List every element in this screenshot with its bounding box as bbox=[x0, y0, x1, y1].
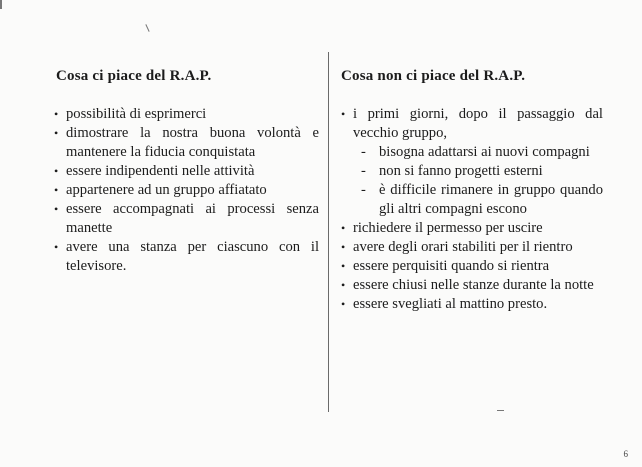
list-item: • essere chiusi nelle stanze durante la notte bbox=[341, 277, 594, 293]
list-item: • avere una stanza per ciascuno con il televisore. bbox=[54, 239, 319, 274]
bullet-icon: • bbox=[341, 297, 346, 311]
likes-list bbox=[54, 105, 319, 276]
page-number: 6 bbox=[623, 449, 628, 459]
list-item: • richiedere il permesso per uscire bbox=[341, 220, 543, 236]
dislikes-column bbox=[341, 68, 603, 314]
bullet-icon: • bbox=[54, 107, 59, 121]
scan-mark bbox=[0, 0, 2, 9]
list-item: • essere accompagnati ai processi senza manette bbox=[54, 201, 319, 236]
bullet-icon: • bbox=[54, 126, 59, 140]
list-item: • essere indipendenti nelle attività bbox=[54, 163, 255, 179]
list-item: • possibilità di esprimerci bbox=[54, 106, 207, 122]
list-item: • essere perquisiti quando si rientra bbox=[341, 258, 550, 274]
list-item: • appartenere ad un gruppo affiatato bbox=[54, 182, 267, 198]
bullet-icon: • bbox=[54, 183, 59, 197]
sub-list bbox=[353, 143, 603, 219]
bullet-icon: • bbox=[341, 107, 346, 121]
sub-list-item: - bisogna adattarsi ai nuovi compagni bbox=[361, 144, 590, 160]
bullet-icon: • bbox=[341, 259, 346, 273]
sub-list-item: - non si fanno progetti esterni bbox=[361, 163, 543, 179]
dislikes-list bbox=[341, 105, 603, 314]
list-item: • i primi giorni, dopo il passaggio dal vecchio gruppo, - bisogna adattarsi ai nuovi compagni - non si fanno progetti esterni - è difficile rimanere in gruppo quando gli altri compagni escono bbox=[341, 106, 603, 217]
scan-mark bbox=[145, 24, 149, 32]
bullet-icon: • bbox=[341, 240, 346, 254]
dash-icon: - bbox=[361, 182, 366, 198]
sub-list-item: - è difficile rimanere in gruppo quando gli altri compagni escono bbox=[361, 182, 603, 217]
list-item: • essere svegliati al mattino presto. bbox=[341, 296, 548, 312]
likes-column bbox=[54, 68, 319, 276]
dash-icon: - bbox=[361, 144, 366, 160]
dash-icon: - bbox=[361, 163, 366, 179]
bullet-icon: • bbox=[341, 221, 346, 235]
dislikes-heading: Cosa non ci piace del R.A.P. bbox=[341, 68, 526, 84]
column-divider bbox=[328, 52, 329, 412]
scan-mark bbox=[497, 410, 504, 411]
bullet-icon: • bbox=[341, 278, 346, 292]
bullet-icon: • bbox=[54, 164, 59, 178]
likes-heading: Cosa ci piace del R.A.P. bbox=[56, 68, 212, 84]
bullet-icon: • bbox=[54, 202, 59, 216]
list-item: • dimostrare la nostra buona volontà e mantenere la fiducia conquistata bbox=[54, 125, 319, 160]
bullet-icon: • bbox=[54, 240, 59, 254]
list-item: • avere degli orari stabiliti per il rientro bbox=[341, 239, 573, 255]
